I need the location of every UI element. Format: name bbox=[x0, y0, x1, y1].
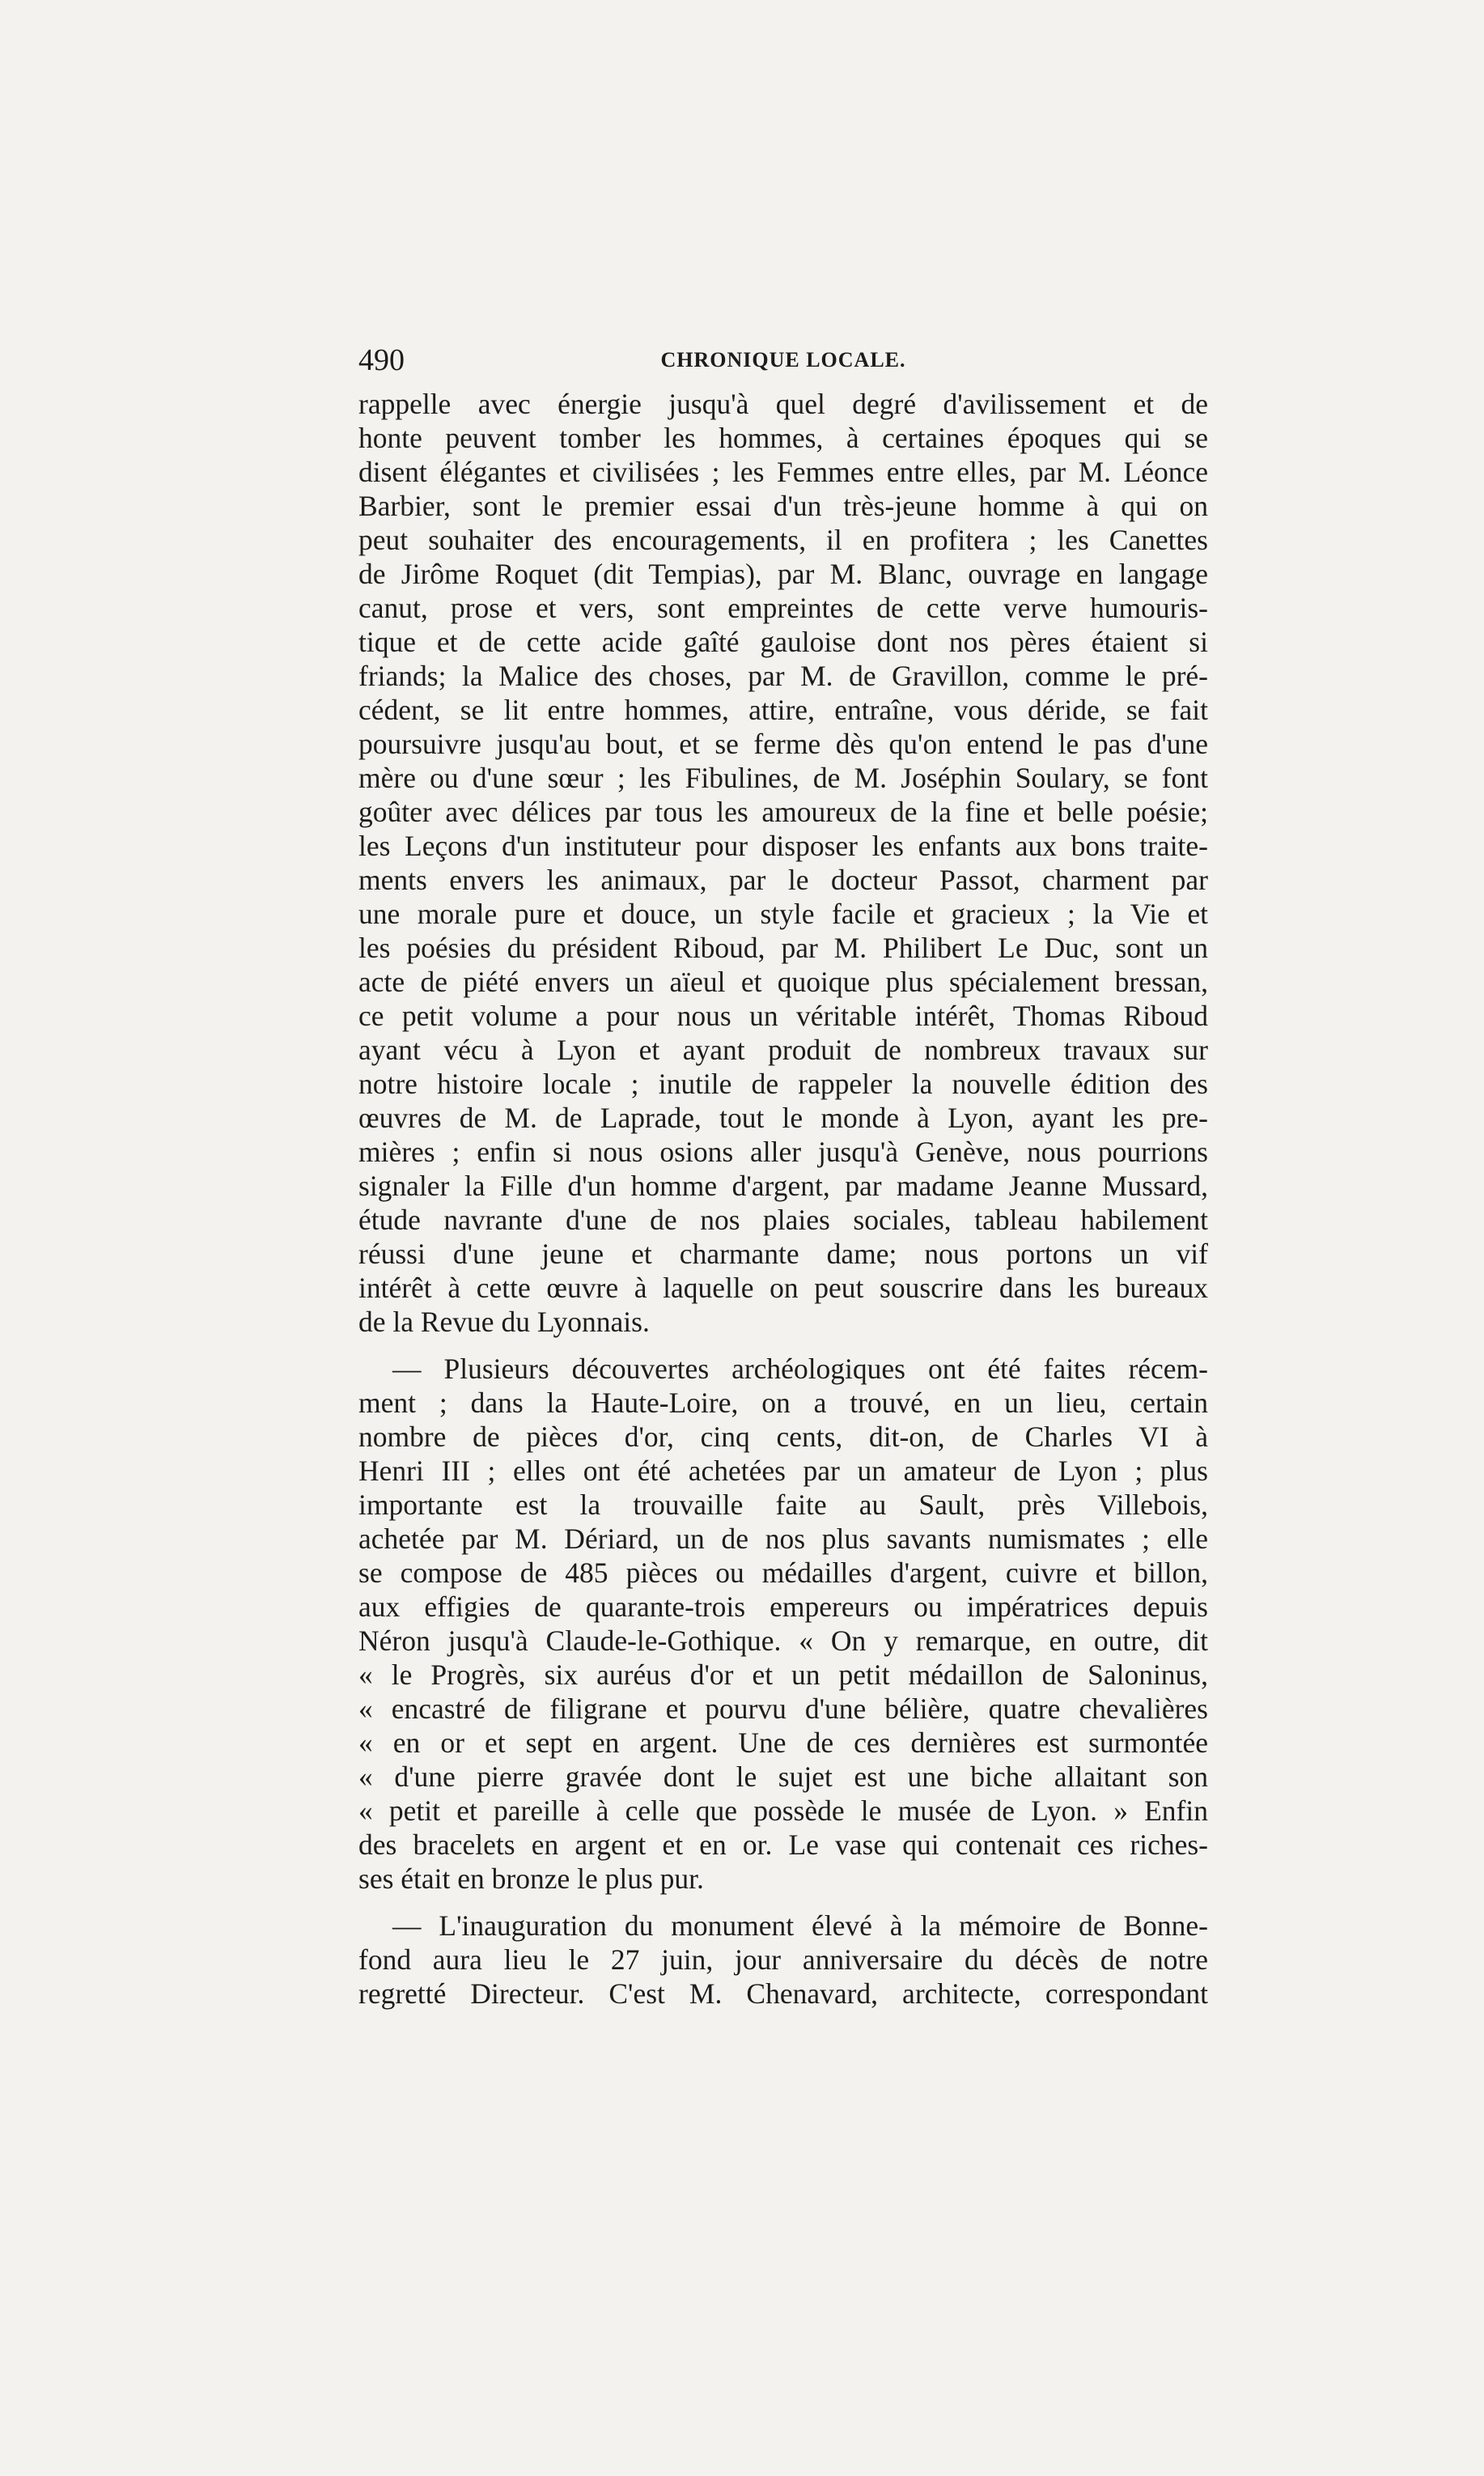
text-line: — Plusieurs découvertes archéologiques ont été faites récem- bbox=[392, 1353, 1208, 1385]
paragraph-gap bbox=[358, 1339, 1208, 1352]
text-line: notre histoire locale ; inutile de rappeler la nouvelle édition des bbox=[358, 1068, 1208, 1100]
text-line: Henri III ; elles ont été achetées par un amateur de Lyon ; plus bbox=[358, 1455, 1208, 1487]
text-line: ayant vécu à Lyon et ayant produit de nombreux travaux sur bbox=[358, 1034, 1208, 1066]
text-line: étude navrante d'une de nos plaies sociales, tableau habilement bbox=[358, 1204, 1208, 1236]
text-line: ment ; dans la Haute-Loire, on a trouvé, en un lieu, certain bbox=[358, 1387, 1208, 1419]
text-line: nombre de pièces d'or, cinq cents, dit-on, de Charles VI à bbox=[358, 1421, 1208, 1453]
text-line: « encastré de filigrane et pourvu d'une bélière, quatre chevalières bbox=[358, 1692, 1208, 1725]
paragraph-inauguration bbox=[358, 1909, 1208, 2011]
text-line: ce petit volume a pour nous un véritable intérêt, Thomas Riboud bbox=[358, 1000, 1208, 1032]
text-line: les Leçons d'un instituteur pour disposer les enfants aux bons traite- bbox=[358, 830, 1208, 862]
text-line: « petit et pareille à celle que possède le musée de Lyon. » Enfin bbox=[358, 1794, 1208, 1827]
text-line: œuvres de M. de Laprade, tout le monde à Lyon, ayant les pre- bbox=[358, 1102, 1208, 1134]
text-line: mère ou d'une sœur ; les Fibulines, de M. Joséphin Soulary, se font bbox=[358, 762, 1208, 794]
text-line: signaler la Fille d'un homme d'argent, par madame Jeanne Mussard, bbox=[358, 1170, 1208, 1202]
text-line: fond aura lieu le 27 juin, jour anniversaire du décès de notre bbox=[358, 1943, 1208, 1976]
page-number: 490 bbox=[358, 343, 405, 377]
text-line: tique et de cette acide gaîté gauloise dont nos pères étaient si bbox=[358, 626, 1208, 658]
text-line: « le Progrès, six auréus d'or et un petit médaillon de Saloninus, bbox=[358, 1658, 1208, 1691]
text-line: intérêt à cette œuvre à laquelle on peut souscrire dans les bureaux bbox=[358, 1272, 1208, 1304]
text-line: regretté Directeur. C'est M. Chenavard, architecte, correspondant bbox=[358, 1977, 1208, 2010]
text-line: honte peuvent tomber les hommes, à certaines époques qui se bbox=[358, 422, 1208, 454]
text-line: se compose de 485 pièces ou médailles d'argent, cuivre et billon, bbox=[358, 1557, 1208, 1589]
text-line: « d'une pierre gravée dont le sujet est une biche allaitant son bbox=[358, 1760, 1208, 1793]
text-line: ments envers les animaux, par le docteur Passot, charment par bbox=[358, 864, 1208, 896]
text-line: cédent, se lit entre hommes, attire, entraîne, vous déride, se fait bbox=[358, 694, 1208, 726]
text-line: aux effigies de quarante-trois empereurs ou impératrices depuis bbox=[358, 1591, 1208, 1623]
running-head bbox=[358, 336, 1208, 384]
text-line: rappelle avec énergie jusqu'à quel degré d'avilissement et de bbox=[358, 388, 1208, 420]
text-line: peut souhaiter des encouragements, il en profitera ; les Canettes bbox=[358, 524, 1208, 556]
text-line: goûter avec délices par tous les amoureux de la fine et belle poésie; bbox=[358, 796, 1208, 828]
text-line: acte de piété envers un aïeul et quoique plus spécialement bressan, bbox=[358, 966, 1208, 998]
running-title: CHRONIQUE LOCALE. bbox=[660, 348, 906, 372]
text-line: ses était en bronze le plus pur. bbox=[358, 1862, 704, 1895]
text-line: des bracelets en argent et en or. Le vase qui contenait ces riches- bbox=[358, 1828, 1208, 1861]
text-line: une morale pure et douce, un style facile et gracieux ; la Vie et bbox=[358, 898, 1208, 930]
text-line: disent élégantes et civilisées ; les Femmes entre elles, par M. Léonce bbox=[358, 456, 1208, 488]
text-line: importante est la trouvaille faite au Sault, près Villebois, bbox=[358, 1489, 1208, 1521]
text-line: les poésies du président Riboud, par M. Philibert Le Duc, sont un bbox=[358, 932, 1208, 964]
body-text bbox=[358, 387, 1208, 2011]
text-line: Néron jusqu'à Claude-le-Gothique. « On y remarque, en outre, dit bbox=[358, 1624, 1208, 1657]
text-line: mières ; enfin si nous osions aller jusqu'à Genève, nous pourrions bbox=[358, 1136, 1208, 1168]
text-line: de la Revue du Lyonnais. bbox=[358, 1306, 650, 1338]
paragraph-archaeology bbox=[358, 1352, 1208, 1896]
paragraph-gap bbox=[358, 1896, 1208, 1909]
text-line: Barbier, sont le premier essai d'un très-jeune homme à qui on bbox=[358, 490, 1208, 522]
paragraph-book-reviews bbox=[358, 387, 1208, 1339]
text-line: de Jirôme Roquet (dit Tempias), par M. Blanc, ouvrage en langage bbox=[358, 558, 1208, 590]
text-line: — L'inauguration du monument élevé à la mémoire de Bonne- bbox=[392, 1909, 1208, 1942]
text-line: canut, prose et vers, sont empreintes de cette verve humouris- bbox=[358, 592, 1208, 624]
text-line: poursuivre jusqu'au bout, et se ferme dès qu'on entend le pas d'une bbox=[358, 728, 1208, 760]
text-line: friands; la Malice des choses, par M. de Gravillon, comme le pré- bbox=[358, 660, 1208, 692]
text-line: achetée par M. Dériard, un de nos plus savants numismates ; elle bbox=[358, 1523, 1208, 1555]
text-line: « en or et sept en argent. Une de ces dernières est surmontée bbox=[358, 1726, 1208, 1759]
text-line: réussi d'une jeune et charmante dame; nous portons un vif bbox=[358, 1238, 1208, 1270]
